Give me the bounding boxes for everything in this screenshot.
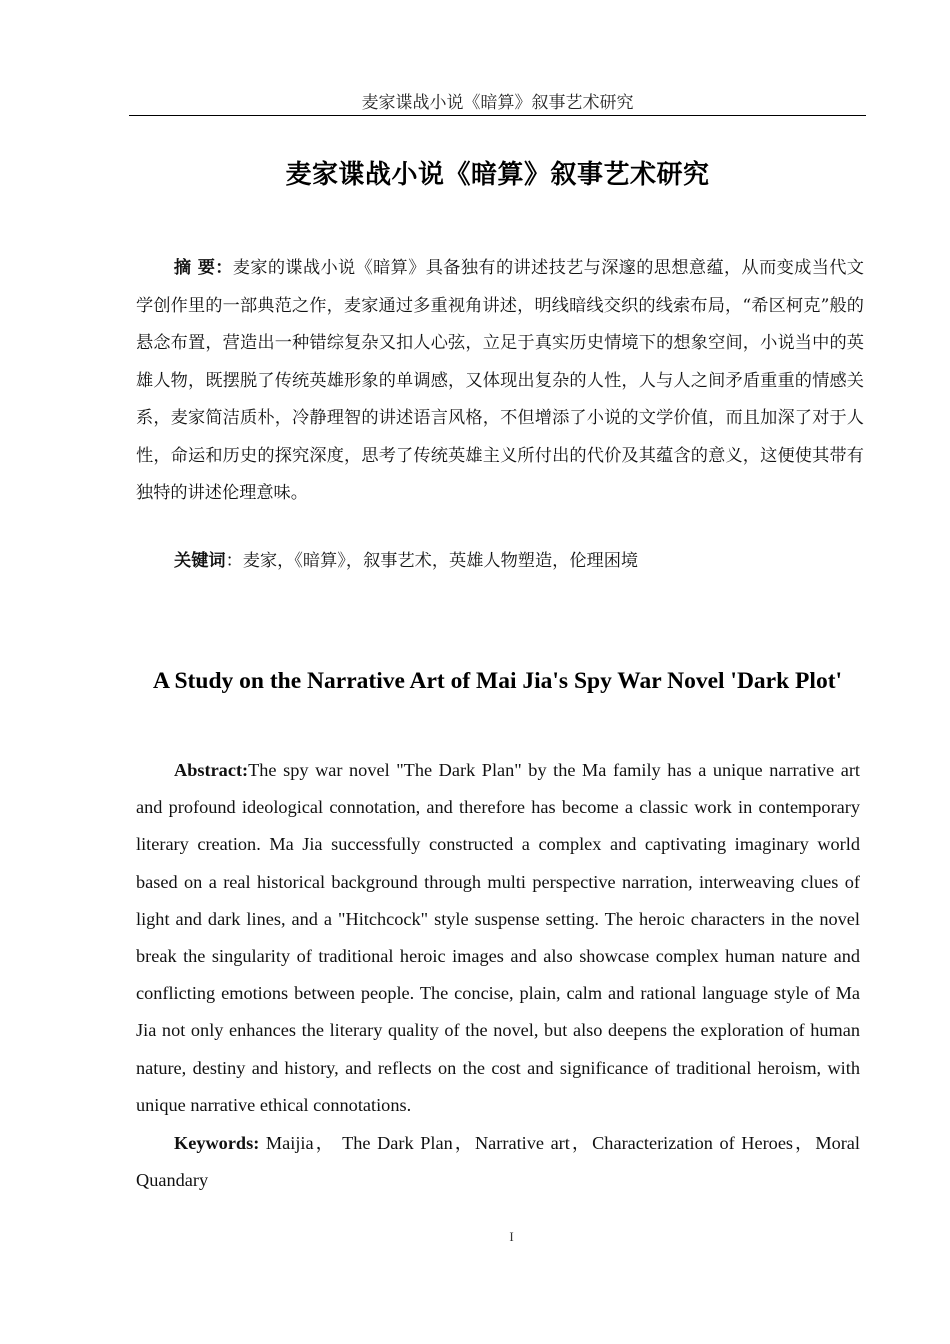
- page-number: I: [509, 1229, 514, 1244]
- english-keywords-text: Maijia， The Dark Plan，Narrative art，Characterization of Heroes，Moral Quandary: [136, 1133, 860, 1190]
- chinese-abstract: [136, 250, 864, 513]
- header-rule: [129, 115, 866, 116]
- english-abstract-label: Abstract:: [174, 760, 249, 780]
- chinese-keywords-text: 麦家，《暗算》，叙事艺术，英雄人物塑造，伦理困境: [242, 551, 639, 571]
- english-abstract-text: The spy war novel "The Dark Plan" by the Ma family has a unique narrative art and profound ideological connotation, and therefore has become a classic work in contemporary literary creation. Ma Jia successfully constructed a complex and captivating imaginary world based on a real historical background through multi perspective narration, interweaving clues of light and dark lines, and a "Hitchcock" style suspense setting. The heroic characters in the novel break the singularity of traditional heroic images and also showcase complex human nature and conflicting emotions between people. The concise, plain, calm and rational language style of Ma Jia not only enhances the literary quality of the novel, but also deepens the exploration of human nature, destiny and history, and reflects on the cost and significance of traditional heroism, with unique narrative ethical connotations.: [136, 760, 860, 1115]
- chinese-keywords: [136, 544, 864, 578]
- chinese-keywords-label: 关键词: [174, 551, 226, 571]
- chinese-abstract-label: 摘 要：: [173, 258, 233, 278]
- english-title: A Study on the Narrative Art of Mai Jia's Spy War Novel 'Dark Plot': [152, 668, 843, 694]
- english-keywords-paragraph: [136, 1125, 860, 1198]
- english-keywords: [136, 1125, 860, 1198]
- english-abstract: [136, 752, 860, 1124]
- chinese-keywords-separator: ：: [225, 551, 243, 571]
- chinese-abstract-text: 麦家的谍战小说《暗算》具备独有的讲述技艺与深邃的思想意蕴，从而变成当代文学创作里的一部典范之作，麦家通过多重视角讲述，明线暗线交织的线索布局，“希区柯克”般的悬念布置，营造出一种错综复杂又扣人心弦，立足于真实历史情境下的想象空间，小说当中的英雄人物，既摆脱了传统英雄形象的单调感，又体现出复杂的人性，人与人之间矛盾重重的情感关系，麦家简洁质朴，冷静理智的讲述语言风格，不但增添了小说的文学价值，而且加深了对于人性，命运和历史的探究深度，思考了传统英雄主义所付出的代价及其蕴含的意义，这便使其带有独特的讲述伦理意味。: [136, 258, 864, 503]
- running-header: 麦家谍战小说《暗算》叙事艺术研究: [361, 93, 634, 113]
- chinese-abstract-paragraph: [136, 250, 864, 513]
- english-abstract-paragraph: [136, 752, 860, 1124]
- chinese-title: 麦家谍战小说《暗算》叙事艺术研究: [285, 160, 710, 190]
- english-keywords-label: Keywords:: [174, 1133, 260, 1153]
